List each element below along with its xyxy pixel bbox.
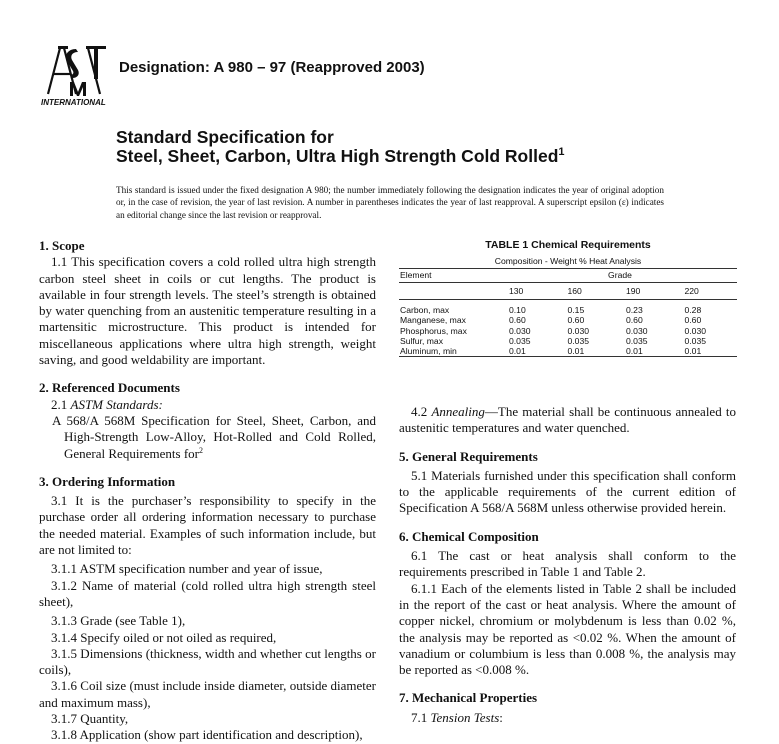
paragraph-4-2-text: —The material shall be continuous annealed to austenitic temperatures and water quenched. (399, 404, 737, 436)
table-header-composition-row (399, 254, 737, 269)
list-item-3-1-3: 3.1.3 Grade (see Table 1), (51, 613, 186, 629)
table-row (399, 315, 737, 325)
reference-a568-text: A 568/A 568M Specification for Steel, Sheet, Carbon, and High-Strength Low-Alloy, Hot-Rolled and Cold Rolled, General Requirements for (52, 412, 376, 461)
table-cell-element: Carbon, max (400, 305, 450, 315)
table-cell-element: Aluminum, min (399, 346, 503, 357)
table-cell-value: 0.10 (509, 305, 526, 315)
table-1-block (399, 238, 737, 357)
table-cell-value: 0.23 (626, 305, 643, 315)
table-row (399, 336, 737, 346)
paragraph-1-1: 1.1 This specification covers a cold rolled ultra high strength carbon steel sheet in coils or cut lengths. The product is available in four strength levels. The steel’s strength is obtained by water quenching from an austenitic temperature resulting in a martensitic microstructure. This product is intended for miscellaneous applications where ultra high strength, weight saving, and good weldability are important. (39, 254, 376, 368)
paragraph-3-1: 3.1 It is the purchaser’s responsibility to specify in the purchase order all ordering information necessary to purchase the needed material. Examples of such information include, but are not limited to: (39, 493, 376, 558)
chemical-requirements-table (399, 254, 737, 357)
table-cell-value: 0.01 (679, 346, 738, 357)
table-header-grade-row (399, 269, 737, 283)
list-item-3-1-7: 3.1.7 Quantity, (51, 711, 129, 727)
section-heading-general-requirements: 5. General Requirements (399, 448, 538, 464)
title-line-2 (116, 146, 565, 167)
title-footnote-mark: 1 (558, 146, 565, 158)
table-cell-value: 0.035 (684, 335, 707, 346)
table-composition-header: Composition - Weight % Heat Analysis (399, 254, 737, 269)
table-grade-header: Grade (503, 269, 737, 283)
table-cell-element: Phosphorus, max (400, 325, 467, 336)
section-heading-referenced-documents: 2. Referenced Documents (39, 380, 180, 396)
table-cell-value: 0.035 (626, 335, 648, 346)
table-cell-value: 0.28 (684, 305, 702, 315)
table-cell-value: 0.60 (684, 315, 702, 326)
table-1-title: TABLE 1 Chemical Requirements (485, 239, 651, 251)
table-cell-value: 0.60 (626, 315, 643, 326)
table-row (399, 326, 737, 336)
clipped-line (39, 727, 376, 743)
table-cell-value: 0.030 (567, 325, 590, 336)
table-cell-value: 0.15 (567, 305, 585, 315)
section-heading-ordering-information: 3. Ordering Information (39, 473, 176, 489)
paragraph-4-2 (399, 404, 736, 437)
paragraph-7-1-tail: : (499, 709, 503, 725)
list-item-3-1-5: 3.1.5 Dimensions (thickness, width and whether cut lengths or coils), (39, 645, 376, 678)
paragraph-7-1-num: 7.1 (411, 709, 431, 725)
paragraph-4-2-italic: Annealing (431, 404, 485, 419)
table-grade-numbers-row (399, 283, 737, 300)
table-cell-element: Sulfur, max (400, 335, 443, 346)
table-cell-value: 0.030 (626, 325, 648, 336)
table-cell-value: 0.01 (562, 346, 621, 357)
list-item-3-1-2: 3.1.2 Name of material (cold rolled ultra high strength steel sheet), (39, 577, 376, 609)
paragraph-2-1-italic: ASTM Standards: (70, 396, 163, 412)
table-row (399, 346, 737, 357)
section-heading-scope: 1. Scope (39, 238, 85, 253)
reference-a568 (52, 413, 376, 462)
list-item-3-1-8: 3.1.8 Application (show part identification and description), (51, 727, 363, 743)
list-item-3-1-6: 3.1.6 Coil size (must include inside diameter, outside diameter and maximum mass), (39, 678, 376, 710)
section-heading-mechanical-properties: 7. Mechanical Properties (399, 690, 538, 706)
table-cell-value: 0.01 (620, 346, 679, 357)
paragraph-4-2-num: 4.2 (411, 404, 432, 419)
table-grade-160: 160 (562, 283, 621, 300)
table-grade-190: 190 (620, 283, 679, 300)
astm-logo (40, 42, 110, 110)
list-item-3-1-1: 3.1.1 ASTM specification number and year of issue, (51, 561, 323, 577)
title-line-1: Standard Specification for (116, 127, 334, 147)
list-item-3-1-4: 3.1.4 Specify oiled or not oiled as required, (51, 629, 277, 645)
paragraph-6-1-1: 6.1.1 Each of the elements listed in Table 2 shall be included in the report of the cast or heat analysis. Where the amount of copper nickel, chromium or molybdenum is less than 0.02 %, the analysis may be reported as <0.02 %. When the amount of vanadium or columbium is less than 0.008 %, the analysis may be reported as <0.008 %. (399, 580, 736, 678)
right-column (399, 404, 736, 726)
title-line-2-text: Steel, Sheet, Carbon, Ultra High Strength Cold Rolled (116, 146, 559, 166)
paragraph-2-1 (39, 397, 376, 413)
table-cell-value: 0.035 (509, 335, 531, 346)
table-grade-130: 130 (503, 283, 562, 300)
paragraph-2-1-num: 2.1 (51, 396, 71, 412)
standard-notice: This standard is issued under the fixed designation A 980; the number immediately following the designation indicates the year of original adoption or, in the case of revision, the year of last revision. A number in parentheses indicates the year of last reapproval. A superscript epsilon (ε) indicates an editorial change since the last revision or reapproval. (116, 185, 664, 220)
paragraph-6-1: 6.1 The cast or heat analysis shall conform to the requirements prescribed in Table 1 and Table 2. (399, 548, 736, 580)
table-cell-value: 0.60 (509, 315, 526, 326)
table-row (399, 300, 737, 316)
left-column (39, 238, 376, 743)
reference-footnote-mark: 2 (199, 445, 204, 455)
designation: Designation: A 980 – 97 (Reapproved 2003) (119, 59, 425, 76)
paragraph-5-1: 5.1 Materials furnished under this specification shall conform to the applicable requirements of the current edition of Specification A 568/A 568M unless otherwise provided herein. (399, 467, 736, 516)
table-cell-value: 0.030 (509, 325, 531, 336)
logo-caption: INTERNATIONAL (41, 98, 106, 107)
paragraph-7-1 (399, 710, 736, 726)
table-cell-value: 0.01 (503, 346, 562, 357)
table-element-header: Element (399, 269, 503, 283)
table-grade-220: 220 (679, 283, 738, 300)
paragraph-7-1-italic: Tension Tests (430, 709, 500, 725)
section-heading-chemical-composition: 6. Chemical Composition (399, 528, 539, 544)
table-cell-element: Manganese, max (400, 315, 466, 326)
table-cell-value: 0.030 (684, 325, 707, 336)
table-cell-value: 0.035 (567, 335, 590, 346)
table-cell-value: 0.60 (567, 315, 585, 326)
